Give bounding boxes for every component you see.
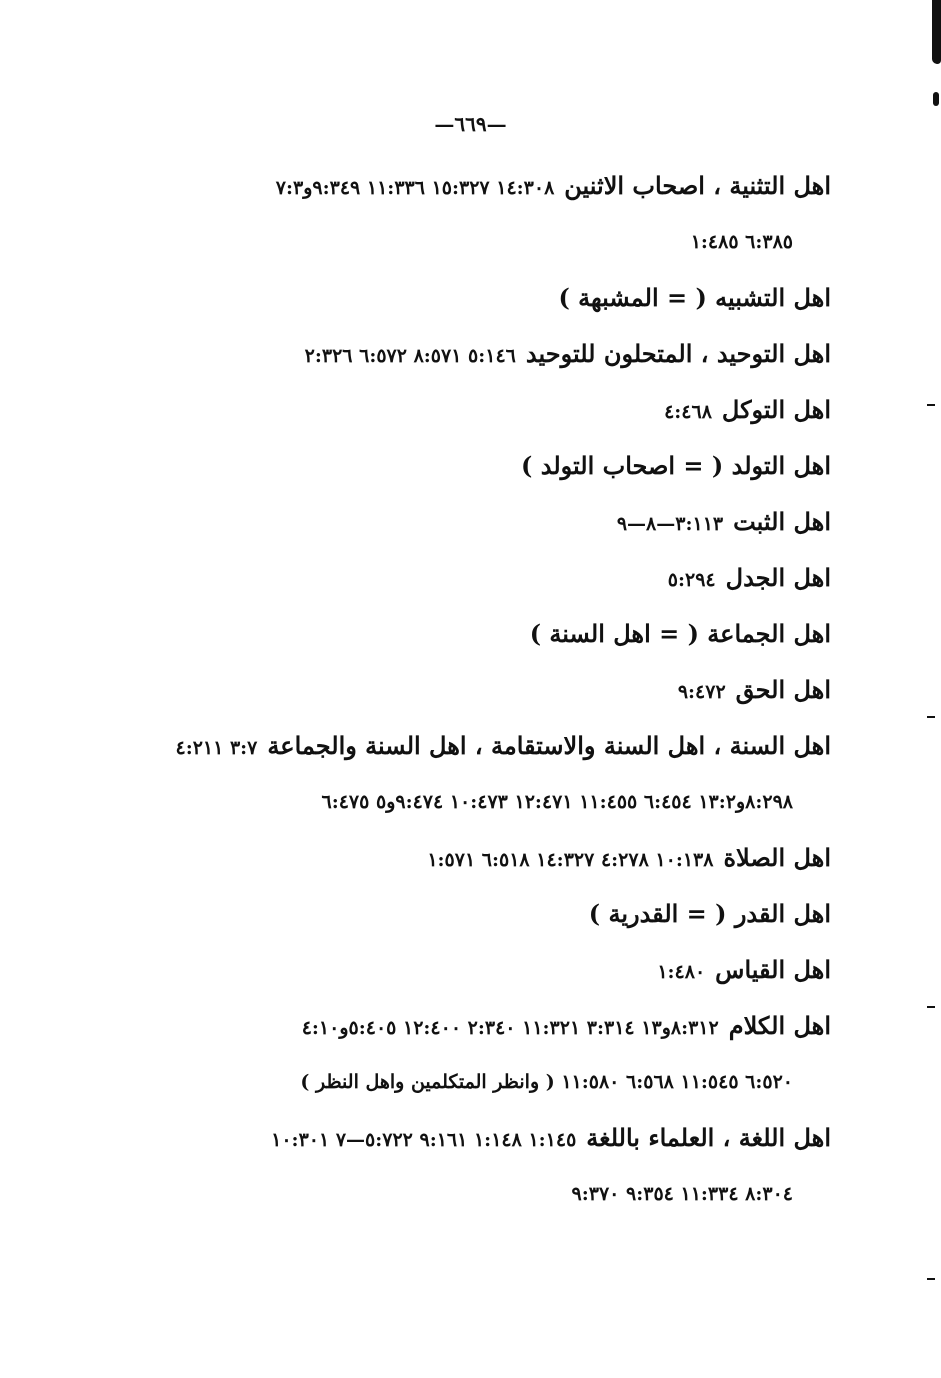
index-line xyxy=(171,942,831,998)
index-line xyxy=(171,158,831,214)
page-number: —٦٦٩— xyxy=(434,112,507,136)
entry-references: ٦:٣٨٥ ١:٤٨٥ xyxy=(690,231,793,253)
entry-title: اهل التشبيه ( = المشبهة ) xyxy=(558,283,831,312)
scan-edge-tick xyxy=(927,716,935,718)
entry-references: ٥:٢٩٤ xyxy=(667,569,716,591)
entry-title: اهل الجدل xyxy=(725,563,831,592)
entry-title: اهل التوحيد ، المتحلون للتوحيد xyxy=(525,339,831,368)
entry-references: ١٠:١٣٨ ٤:٢٧٨ ١٤:٣٢٧ ٦:٥١٨ ١:٥٧١ xyxy=(427,849,714,871)
entry-title: اهل الجماعة ( = اهل السنة ) xyxy=(529,619,831,648)
entry-title: اهل القياس xyxy=(715,955,831,984)
index-line-continuation xyxy=(171,774,831,830)
index-line xyxy=(171,998,831,1054)
entry-references: ٨:٣٠٤ ١١:٣٣٤ ٩:٣٥٤ ٩:٣٧٠ xyxy=(571,1183,793,1205)
entry-references: ٣:٧ ٤:٢١١ xyxy=(175,737,258,759)
entry-references: ٦:٥٢٠ ١١:٥٤٥ ٦:٥٦٨ ١١:٥٨٠ ( وانظر المتكلمين واهل النظر ) xyxy=(300,1071,793,1093)
index-line xyxy=(171,1110,831,1166)
entry-title: اهل التثنية ، اصحاب الاثنين xyxy=(564,171,831,200)
entry-title: اهل الثبت xyxy=(733,507,831,536)
index-line xyxy=(171,886,831,942)
scan-edge-dot xyxy=(933,92,939,106)
entry-title: اهل القدر ( = القدرية ) xyxy=(588,899,831,928)
entry-references: ١:٤٨٠ xyxy=(657,961,706,983)
index-line xyxy=(171,438,831,494)
entry-title: اهل التولد ( = اصحاب التولد ) xyxy=(521,451,831,480)
index-line xyxy=(171,550,831,606)
index-line-continuation xyxy=(171,1054,831,1110)
entry-title: اهل الحق xyxy=(735,675,831,704)
entry-references: ٨:٢٩٨و١٣:٢ ٦:٤٥٤ ١١:٤٥٥ ١٢:٤٧١ ١٠:٤٧٣ ٩:٤٧٤و٥ ٦:٤٧٥ xyxy=(321,791,793,813)
scan-edge-tick xyxy=(927,404,935,406)
index-line xyxy=(171,382,831,438)
entry-references: ٩:٤٧٢ xyxy=(677,681,726,703)
entry-references: ٥:١٤٦ ٨:٥٧١ ٦:٥٧٢ ٢:٣٢٦ xyxy=(304,345,516,367)
scan-edge-mark xyxy=(932,0,941,64)
index-line xyxy=(171,606,831,662)
entry-references: ٨:٣١٢و١٣ ٣:٣١٤ ١١:٣٢١ ٢:٣٤٠ ١٢:٤٠٠ ٥:٤٠٥و٤:١٠ xyxy=(301,1017,719,1039)
scan-edge-tick xyxy=(927,1278,935,1280)
entry-references: ١:١٤٥ ١:١٤٨ ٩:١٦١ ٥:٧٢٢—٧ ١٠:٣٠١ xyxy=(271,1129,577,1151)
index-line xyxy=(171,494,831,550)
entry-references: ٤:٤٦٨ xyxy=(664,401,712,423)
index-line-continuation xyxy=(171,214,831,270)
scan-edge-tick xyxy=(927,1006,935,1008)
entry-title: اهل الصلاة xyxy=(723,843,831,872)
index-line-continuation xyxy=(171,1166,831,1222)
entry-references: ١٤:٣٠٨ ١٥:٣٢٧ ١١:٣٣٦ ٩:٣٤٩و٧:٣ xyxy=(275,177,555,199)
index-entries xyxy=(171,158,831,1222)
index-line xyxy=(171,326,831,382)
index-line xyxy=(171,718,831,774)
index-line xyxy=(171,662,831,718)
entry-references: ٣:١١٣—٨—٩ xyxy=(616,513,724,535)
entry-title: اهل الكلام xyxy=(728,1011,831,1040)
index-line xyxy=(171,270,831,326)
entry-title: اهل اللغة ، العلماء باللغة xyxy=(586,1123,831,1152)
index-line xyxy=(171,830,831,886)
entry-title: اهل التوكل xyxy=(721,395,831,424)
entry-title: اهل السنة ، اهل السنة والاستقامة ، اهل السنة والجماعة xyxy=(267,731,831,760)
